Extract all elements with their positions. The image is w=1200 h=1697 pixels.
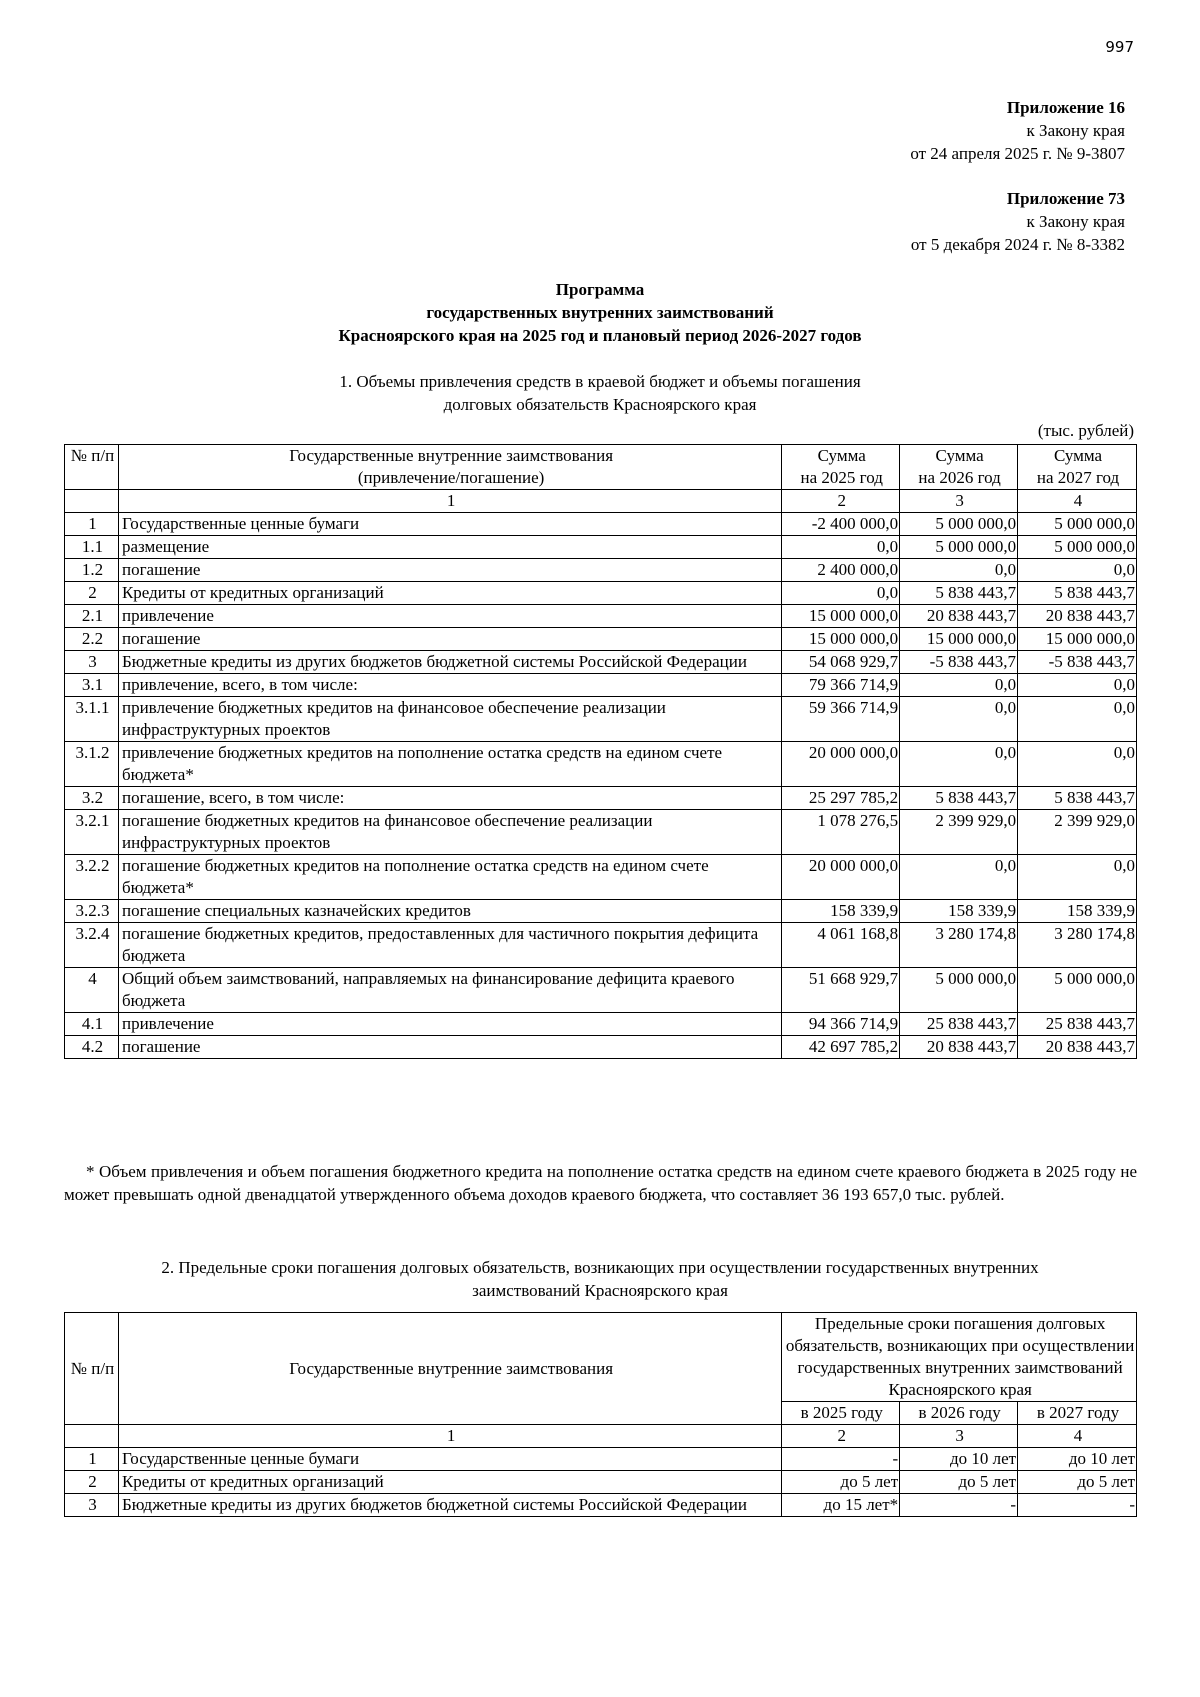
row-2026-cell: 0,0 [900, 697, 1018, 742]
table-row [65, 900, 1137, 923]
row-2026-cell: 3 280 174,8 [900, 923, 1018, 968]
row-number-cell: 3.2.4 [65, 923, 119, 968]
row-2027-cell: 2 399 929,0 [1018, 810, 1137, 855]
t2-header-num: № п/п [65, 1313, 119, 1425]
row-number-cell: 1 [65, 1448, 119, 1471]
row-2025-cell: 20 000 000,0 [782, 855, 900, 900]
unit-label: (тыс. рублей) [1037, 421, 1134, 440]
row-2026-cell: 5 000 000,0 [900, 536, 1018, 559]
row-2025-cell: 59 366 714,9 [782, 697, 900, 742]
row-2027-cell: до 10 лет [1018, 1448, 1137, 1471]
row-2027-cell: 20 838 443,7 [1018, 1036, 1137, 1059]
table-row [65, 697, 1137, 742]
row-2026-cell: до 10 лет [900, 1448, 1018, 1471]
table-row [65, 605, 1137, 628]
row-number-cell: 2 [65, 582, 119, 605]
repayment-terms-table [64, 1312, 1137, 1517]
row-2027-cell: 5 000 000,0 [1018, 513, 1137, 536]
row-2026-cell: 15 000 000,0 [900, 628, 1018, 651]
index-cell-3: 3 [900, 490, 1018, 513]
row-2026-cell: 158 339,9 [900, 900, 1018, 923]
row-2027-cell: -5 838 443,7 [1018, 651, 1137, 674]
row-number-cell: 3.2.3 [65, 900, 119, 923]
table2-index-row [65, 1425, 1137, 1448]
index-cell-1: 1 [118, 490, 781, 513]
header-name-line2: (привлечение/погашение) [357, 468, 545, 487]
title-line2: государственных внутренних заимствований [426, 303, 774, 322]
table2-header-row [65, 1313, 1137, 1402]
row-2026-cell: 0,0 [900, 559, 1018, 582]
row-name-cell: погашение [118, 628, 781, 651]
row-name-cell: размещение [118, 536, 781, 559]
row-2026-cell: 5 000 000,0 [900, 513, 1018, 536]
row-2026-cell: 20 838 443,7 [900, 1036, 1018, 1059]
row-number-cell: 4.2 [65, 1036, 119, 1059]
table-row [65, 651, 1137, 674]
table-row [65, 1471, 1137, 1494]
row-2026-cell: - [900, 1494, 1018, 1517]
row-name-cell: Кредиты от кредитных организаций [118, 582, 781, 605]
section2-heading-line1: 2. Предельные сроки погашения долговых обязательств, возникающих при осуществлении государственных внутренних [161, 1258, 1039, 1277]
row-2027-cell: 3 280 174,8 [1018, 923, 1137, 968]
row-name-cell: Общий объем заимствований, направляемых на финансирование дефицита краевого бюджета [118, 968, 781, 1013]
header-num: № п/п [65, 445, 119, 490]
row-2027-cell: 0,0 [1018, 559, 1137, 582]
row-2027-cell: 0,0 [1018, 697, 1137, 742]
table-row [65, 1494, 1137, 1517]
header-2026-line2: на 2026 год [918, 468, 1001, 487]
row-2026-cell: 5 000 000,0 [900, 968, 1018, 1013]
row-number-cell: 2 [65, 1471, 119, 1494]
row-number-cell: 1.2 [65, 559, 119, 582]
row-2027-cell: 0,0 [1018, 855, 1137, 900]
row-2025-cell: 1 078 276,5 [782, 810, 900, 855]
index-cell-4: 4 [1018, 490, 1137, 513]
row-name-cell: погашение бюджетных кредитов, предоставленных для частичного покрытия дефицита бюджета [118, 923, 781, 968]
table-row [65, 968, 1137, 1013]
row-2025-cell: 0,0 [782, 582, 900, 605]
row-name-cell: привлечение [118, 605, 781, 628]
row-2025-cell: 51 668 929,7 [782, 968, 900, 1013]
row-number-cell: 3 [65, 1494, 119, 1517]
header-name [118, 445, 781, 490]
appendix-73-title: Приложение 73 [1006, 189, 1125, 208]
row-number-cell: 3.1 [65, 674, 119, 697]
row-name-cell: привлечение бюджетных кредитов на пополнение остатка средств на едином счете бюджета* [118, 742, 781, 787]
page-number: 997 [1105, 38, 1134, 56]
borrowing-volumes-table [64, 444, 1137, 1059]
row-2027-cell: 0,0 [1018, 674, 1137, 697]
row-2025-cell: 158 339,9 [782, 900, 900, 923]
row-name-cell: Кредиты от кредитных организаций [118, 1471, 781, 1494]
table-row [65, 742, 1137, 787]
header-2025-line1: Сумма [817, 446, 866, 465]
appendix-16-title: Приложение 16 [1006, 98, 1125, 117]
table1-index-row [65, 490, 1137, 513]
row-2025-cell: - [782, 1448, 900, 1471]
row-2026-cell: -5 838 443,7 [900, 651, 1018, 674]
appendix-16-line1: к Закону края [1026, 121, 1125, 140]
row-2025-cell: -2 400 000,0 [782, 513, 900, 536]
table-row [65, 559, 1137, 582]
row-number-cell: 2.1 [65, 605, 119, 628]
row-name-cell: Бюджетные кредиты из других бюджетов бюджетной системы Российской Федерации [118, 651, 781, 674]
row-2026-cell: 5 838 443,7 [900, 787, 1018, 810]
row-number-cell: 3.2.1 [65, 810, 119, 855]
table-row [65, 513, 1137, 536]
table-row [65, 810, 1137, 855]
t2-index-cell-4: 4 [1018, 1425, 1137, 1448]
row-number-cell: 3.1.2 [65, 742, 119, 787]
appendix-73-line2: от 5 декабря 2024 г. № 8-3382 [910, 235, 1125, 254]
row-2025-cell: 0,0 [782, 536, 900, 559]
section1-heading [0, 370, 1200, 416]
row-2026-cell: 25 838 443,7 [900, 1013, 1018, 1036]
t2-index-cell-1: 1 [118, 1425, 781, 1448]
row-number-cell: 3.2 [65, 787, 119, 810]
row-number-cell: 3.2.2 [65, 855, 119, 900]
row-2025-cell: до 5 лет [782, 1471, 900, 1494]
table-row [65, 674, 1137, 697]
row-name-cell: погашение [118, 559, 781, 582]
row-2027-cell: 5 000 000,0 [1018, 968, 1137, 1013]
appendix-73-block [911, 187, 1125, 256]
row-name-cell: привлечение [118, 1013, 781, 1036]
row-name-cell: Бюджетные кредиты из других бюджетов бюджетной системы Российской Федерации [118, 1494, 781, 1517]
appendix-73-line1: к Закону края [1026, 212, 1125, 231]
index-cell-empty [65, 490, 119, 513]
row-2026-cell: 5 838 443,7 [900, 582, 1018, 605]
table-row [65, 628, 1137, 651]
section2-heading-line2: заимствований Красноярского края [472, 1281, 728, 1300]
row-2027-cell: 25 838 443,7 [1018, 1013, 1137, 1036]
row-2025-cell: 94 366 714,9 [782, 1013, 900, 1036]
table1-header-row [65, 445, 1137, 490]
row-2027-cell: 0,0 [1018, 742, 1137, 787]
row-name-cell: привлечение бюджетных кредитов на финансовое обеспечение реализации инфраструктурных проектов [118, 697, 781, 742]
row-2027-cell: 5 000 000,0 [1018, 536, 1137, 559]
table-row [65, 1013, 1137, 1036]
row-2025-cell: 54 068 929,7 [782, 651, 900, 674]
header-2027 [1018, 445, 1137, 490]
t2-index-cell-empty [65, 1425, 119, 1448]
appendix-16-line2: от 24 апреля 2025 г. № 9-3807 [910, 144, 1125, 163]
row-2025-cell: 2 400 000,0 [782, 559, 900, 582]
row-number-cell: 2.2 [65, 628, 119, 651]
table-row [65, 582, 1137, 605]
row-number-cell: 4.1 [65, 1013, 119, 1036]
row-2026-cell: до 5 лет [900, 1471, 1018, 1494]
header-2027-line2: на 2027 год [1036, 468, 1120, 487]
row-name-cell: Государственные ценные бумаги [118, 513, 781, 536]
t2-index-cell-3: 3 [900, 1425, 1018, 1448]
table-row [65, 787, 1137, 810]
row-2027-cell: - [1018, 1494, 1137, 1517]
row-name-cell: погашение специальных казначейских кредитов [118, 900, 781, 923]
header-name-line1: Государственные внутренние заимствования [289, 446, 614, 465]
row-2025-cell: 20 000 000,0 [782, 742, 900, 787]
row-number-cell: 1 [65, 513, 119, 536]
row-2026-cell: 0,0 [900, 855, 1018, 900]
row-2027-cell: 158 339,9 [1018, 900, 1137, 923]
row-2027-cell: 15 000 000,0 [1018, 628, 1137, 651]
section1-heading-line1: 1. Объемы привлечения средств в краевой бюджет и объемы погашения [339, 372, 861, 391]
table-row [65, 923, 1137, 968]
t2-header-2027: в 2027 году [1018, 1402, 1137, 1425]
row-number-cell: 1.1 [65, 536, 119, 559]
row-2027-cell: до 5 лет [1018, 1471, 1137, 1494]
t2-header-2026: в 2026 году [900, 1402, 1018, 1425]
row-2025-cell: до 15 лет* [782, 1494, 900, 1517]
footnote: * Объем привлечения и объем погашения бюджетного кредита на пополнение остатка средств на едином счете краевого бюджета в 2025 году не может превышать одной двенадцатой утвержденного объема доходов краевого бюджета, что составляет 36 193 657,0 тыс. рублей. [64, 1162, 1137, 1204]
t2-header-group: Предельные сроки погашения долговых обязательств, возникающих при осуществлении государственных внутренних заимствований Красноярского края [782, 1313, 1137, 1402]
header-2025 [782, 445, 900, 490]
header-2026-line1: Сумма [935, 446, 984, 465]
row-name-cell: погашение [118, 1036, 781, 1059]
row-number-cell: 4 [65, 968, 119, 1013]
row-2025-cell: 15 000 000,0 [782, 628, 900, 651]
row-2027-cell: 5 838 443,7 [1018, 582, 1137, 605]
row-2027-cell: 20 838 443,7 [1018, 605, 1137, 628]
t2-header-name: Государственные внутренние заимствования [118, 1313, 781, 1425]
row-2025-cell: 79 366 714,9 [782, 674, 900, 697]
title-line3: Красноярского края на 2025 год и плановый период 2026-2027 годов [338, 326, 862, 345]
header-2027-line1: Сумма [1053, 446, 1103, 465]
document-title [0, 278, 1200, 347]
table-row [65, 536, 1137, 559]
title-line1: Программа [555, 280, 645, 299]
section2-heading [0, 1256, 1200, 1302]
row-2027-cell: 5 838 443,7 [1018, 787, 1137, 810]
row-2026-cell: 20 838 443,7 [900, 605, 1018, 628]
table-row [65, 1448, 1137, 1471]
t2-index-cell-2: 2 [782, 1425, 900, 1448]
appendix-16-block [910, 96, 1125, 165]
row-name-cell: погашение, всего, в том числе: [118, 787, 781, 810]
index-cell-2: 2 [782, 490, 900, 513]
row-2026-cell: 0,0 [900, 742, 1018, 787]
row-name-cell: Государственные ценные бумаги [118, 1448, 781, 1471]
row-number-cell: 3.1.1 [65, 697, 119, 742]
row-name-cell: погашение бюджетных кредитов на пополнение остатка средств на едином счете бюджета* [118, 855, 781, 900]
row-2025-cell: 42 697 785,2 [782, 1036, 900, 1059]
table-row [65, 1036, 1137, 1059]
header-2026 [900, 445, 1018, 490]
section1-heading-line2: долговых обязательств Красноярского края [443, 395, 757, 414]
row-2026-cell: 0,0 [900, 674, 1018, 697]
header-2025-line2: на 2025 год [800, 468, 883, 487]
t2-header-2025: в 2025 году [782, 1402, 900, 1425]
row-2025-cell: 4 061 168,8 [782, 923, 900, 968]
table-row [65, 855, 1137, 900]
row-name-cell: привлечение, всего, в том числе: [118, 674, 781, 697]
row-number-cell: 3 [65, 651, 119, 674]
row-2025-cell: 25 297 785,2 [782, 787, 900, 810]
row-2026-cell: 2 399 929,0 [900, 810, 1018, 855]
row-name-cell: погашение бюджетных кредитов на финансовое обеспечение реализации инфраструктурных проектов [118, 810, 781, 855]
row-2025-cell: 15 000 000,0 [782, 605, 900, 628]
